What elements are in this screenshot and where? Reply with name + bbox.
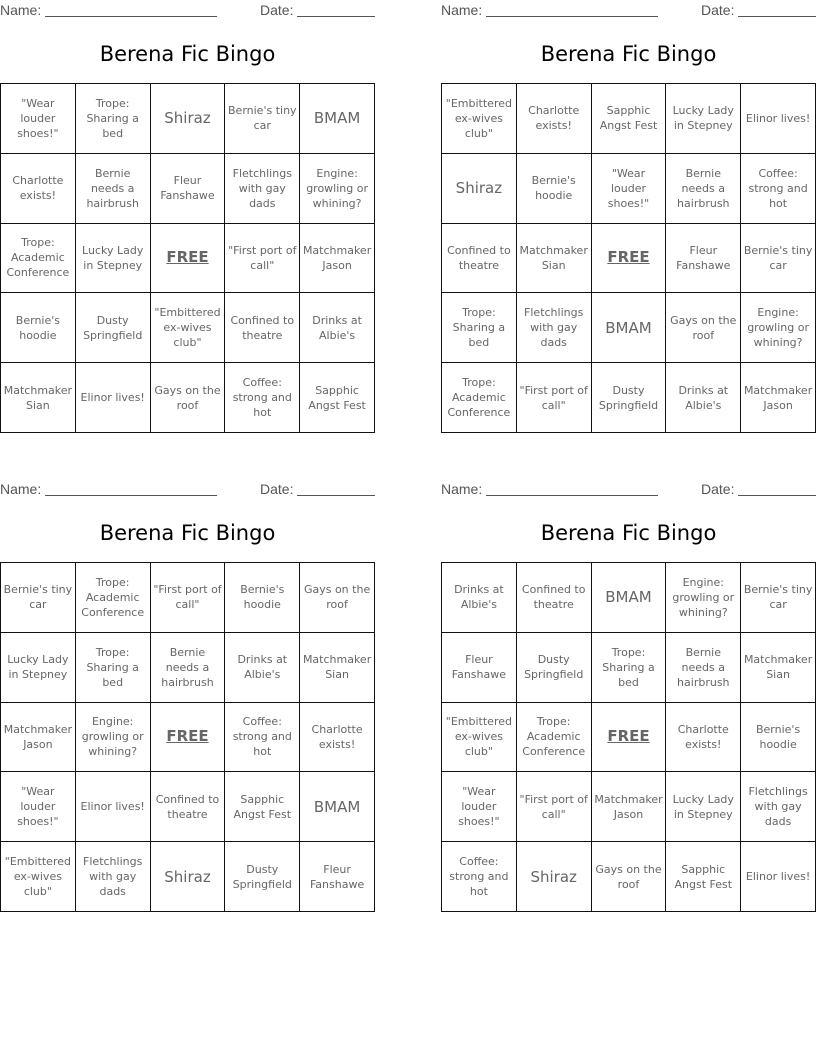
bingo-cell[interactable]: Bernie needs a hairbrush xyxy=(151,633,226,703)
bingo-cell[interactable]: Elinor lives! xyxy=(741,84,816,154)
bingo-cell[interactable]: Sapphic Angst Fest xyxy=(225,772,300,842)
bingo-cell[interactable]: "Wear louder shoes!" xyxy=(1,84,76,154)
date-field[interactable] xyxy=(297,479,375,496)
bingo-cell[interactable]: Elinor lives! xyxy=(76,772,151,842)
bingo-cell[interactable]: Bernie needs a hairbrush xyxy=(666,154,741,224)
bingo-cell[interactable]: Dusty Springfield xyxy=(76,293,151,363)
card-header xyxy=(0,0,375,20)
date-label: Date: xyxy=(260,2,294,18)
bingo-cell[interactable]: BMAM xyxy=(592,563,667,633)
bingo-cell[interactable]: Drinks at Albie's xyxy=(225,633,300,703)
name-field[interactable] xyxy=(45,0,217,17)
bingo-cell[interactable]: Shiraz xyxy=(151,842,226,912)
bingo-cell[interactable]: Dusty Springfield xyxy=(225,842,300,912)
bingo-grid xyxy=(0,83,375,433)
card-title: Berena Fic Bingo xyxy=(540,521,717,545)
date-label: Date: xyxy=(260,481,294,497)
date-label: Date: xyxy=(701,481,735,497)
bingo-cell[interactable]: "First port of call" xyxy=(517,363,592,433)
bingo-cell[interactable]: Charlotte exists! xyxy=(300,703,375,773)
bingo-cell[interactable]: Fletchlings with gay dads xyxy=(76,842,151,912)
bingo-cell[interactable]: Engine: growling or whining? xyxy=(76,703,151,773)
bingo-cell[interactable]: Charlotte exists! xyxy=(666,703,741,773)
bingo-cell[interactable]: Bernie needs a hairbrush xyxy=(76,154,151,224)
bingo-card xyxy=(441,479,816,899)
bingo-cell[interactable]: Lucky Lady in Stepney xyxy=(666,772,741,842)
bingo-cell[interactable]: "Embittered ex-wives club" xyxy=(442,703,517,773)
bingo-cell[interactable]: Gays on the roof xyxy=(592,842,667,912)
bingo-cell[interactable]: Coffee: strong and hot xyxy=(225,703,300,773)
bingo-card xyxy=(0,479,375,899)
bingo-cell[interactable]: Lucky Lady in Stepney xyxy=(76,224,151,294)
name-label: Name: xyxy=(0,2,42,18)
bingo-cell[interactable]: Bernie's hoodie xyxy=(741,703,816,773)
bingo-cell[interactable]: Fletchlings with gay dads xyxy=(741,772,816,842)
bingo-cell[interactable]: Fleur Fanshawe xyxy=(300,842,375,912)
bingo-cell[interactable]: "Wear louder shoes!" xyxy=(592,154,667,224)
bingo-card xyxy=(0,0,375,420)
bingo-cell[interactable]: "Embittered ex-wives club" xyxy=(151,293,226,363)
bingo-cell[interactable]: Charlotte exists! xyxy=(1,154,76,224)
bingo-cell[interactable]: Gays on the roof xyxy=(151,363,226,433)
bingo-cell[interactable]: Matchmaker Sian xyxy=(741,633,816,703)
bingo-cell[interactable]: Trope: Sharing a bed xyxy=(592,633,667,703)
bingo-cell[interactable]: Drinks at Albie's xyxy=(442,563,517,633)
bingo-cell[interactable]: Engine: growling or whining? xyxy=(666,563,741,633)
bingo-cell[interactable]: Trope: Sharing a bed xyxy=(442,293,517,363)
bingo-cell[interactable]: Shiraz xyxy=(442,154,517,224)
bingo-cell[interactable]: Elinor lives! xyxy=(76,363,151,433)
free-space[interactable]: FREE xyxy=(592,703,667,773)
bingo-cell[interactable]: Charlotte exists! xyxy=(517,84,592,154)
bingo-cell[interactable]: Engine: growling or whining? xyxy=(300,154,375,224)
bingo-cell[interactable]: Matchmaker Jason xyxy=(1,703,76,773)
free-space[interactable]: FREE xyxy=(151,224,226,294)
bingo-cell[interactable]: Bernie's tiny car xyxy=(741,224,816,294)
bingo-cell[interactable]: Shiraz xyxy=(517,842,592,912)
bingo-cell[interactable]: "Wear louder shoes!" xyxy=(442,772,517,842)
bingo-cell[interactable]: Trope: Academic Conference xyxy=(76,563,151,633)
bingo-cell[interactable]: Fleur Fanshawe xyxy=(151,154,226,224)
bingo-cell[interactable]: Shiraz xyxy=(151,84,226,154)
name-field[interactable] xyxy=(45,479,217,496)
bingo-cell[interactable]: "Embittered ex-wives club" xyxy=(442,84,517,154)
bingo-cell[interactable]: Coffee: strong and hot xyxy=(741,154,816,224)
bingo-cell[interactable]: Sapphic Angst Fest xyxy=(666,842,741,912)
bingo-cell[interactable]: Matchmaker Jason xyxy=(741,363,816,433)
bingo-cell[interactable]: Trope: Academic Conference xyxy=(517,703,592,773)
card-title: Berena Fic Bingo xyxy=(99,42,276,66)
bingo-cell[interactable]: Matchmaker Jason xyxy=(300,224,375,294)
bingo-cell[interactable]: Bernie's hoodie xyxy=(1,293,76,363)
bingo-cell[interactable]: "Embittered ex-wives club" xyxy=(1,842,76,912)
bingo-cell[interactable]: Trope: Academic Conference xyxy=(1,224,76,294)
card-header xyxy=(0,479,375,499)
bingo-cell[interactable]: Matchmaker Sian xyxy=(1,363,76,433)
bingo-cell[interactable]: BMAM xyxy=(300,84,375,154)
card-header xyxy=(441,0,816,20)
bingo-cell[interactable]: Confined to theatre xyxy=(517,563,592,633)
free-space[interactable]: FREE xyxy=(151,703,226,773)
bingo-cell[interactable]: Matchmaker Sian xyxy=(300,633,375,703)
bingo-grid xyxy=(0,562,375,912)
bingo-cell[interactable]: Fleur Fanshawe xyxy=(666,224,741,294)
bingo-cell[interactable]: "Wear louder shoes!" xyxy=(1,772,76,842)
bingo-cell[interactable]: Dusty Springfield xyxy=(517,633,592,703)
date-field[interactable] xyxy=(297,0,375,17)
bingo-cell[interactable]: Trope: Academic Conference xyxy=(442,363,517,433)
bingo-cell[interactable]: Confined to theatre xyxy=(225,293,300,363)
bingo-cell[interactable]: Bernie's hoodie xyxy=(517,154,592,224)
bingo-grid xyxy=(441,83,816,433)
name-label: Name: xyxy=(441,481,483,497)
bingo-cell[interactable]: Confined to theatre xyxy=(151,772,226,842)
bingo-cell[interactable]: Drinks at Albie's xyxy=(300,293,375,363)
bingo-cell[interactable]: Fletchlings with gay dads xyxy=(225,154,300,224)
bingo-cell[interactable]: Trope: Sharing a bed xyxy=(76,633,151,703)
card-title: Berena Fic Bingo xyxy=(540,42,717,66)
bingo-cell[interactable]: Coffee: strong and hot xyxy=(225,363,300,433)
date-label: Date: xyxy=(701,2,735,18)
bingo-cell[interactable]: Bernie's tiny car xyxy=(1,563,76,633)
bingo-cell[interactable]: BMAM xyxy=(300,772,375,842)
date-field[interactable] xyxy=(738,479,816,496)
bingo-cell[interactable]: Bernie's tiny car xyxy=(741,563,816,633)
bingo-cell[interactable]: Trope: Sharing a bed xyxy=(76,84,151,154)
bingo-cell[interactable]: Bernie needs a hairbrush xyxy=(666,633,741,703)
bingo-cell[interactable]: "First port of call" xyxy=(225,224,300,294)
bingo-cell[interactable]: Coffee: strong and hot xyxy=(442,842,517,912)
bingo-cell[interactable]: "First port of call" xyxy=(151,563,226,633)
bingo-cell[interactable]: Sapphic Angst Fest xyxy=(592,84,667,154)
bingo-card xyxy=(441,0,816,420)
date-field[interactable] xyxy=(738,0,816,17)
name-label: Name: xyxy=(0,481,42,497)
bingo-cell[interactable]: Matchmaker Jason xyxy=(592,772,667,842)
name-field[interactable] xyxy=(486,479,658,496)
bingo-cell[interactable]: Gays on the roof xyxy=(666,293,741,363)
bingo-cell[interactable]: Bernie's hoodie xyxy=(225,563,300,633)
bingo-cell[interactable]: "First port of call" xyxy=(517,772,592,842)
bingo-cell[interactable]: Drinks at Albie's xyxy=(666,363,741,433)
bingo-cell[interactable]: Fleur Fanshawe xyxy=(442,633,517,703)
name-label: Name: xyxy=(441,2,483,18)
bingo-cell[interactable]: Lucky Lady in Stepney xyxy=(666,84,741,154)
bingo-cell[interactable]: BMAM xyxy=(592,293,667,363)
bingo-cell[interactable]: Engine: growling or whining? xyxy=(741,293,816,363)
card-title: Berena Fic Bingo xyxy=(99,521,276,545)
bingo-cell[interactable]: Dusty Springfield xyxy=(592,363,667,433)
name-field[interactable] xyxy=(486,0,658,17)
bingo-cell[interactable]: Confined to theatre xyxy=(442,224,517,294)
bingo-cell[interactable]: Matchmaker Sian xyxy=(517,224,592,294)
card-header xyxy=(441,479,816,499)
bingo-cell[interactable]: Sapphic Angst Fest xyxy=(300,363,375,433)
bingo-cell[interactable]: Elinor lives! xyxy=(741,842,816,912)
bingo-cell[interactable]: Gays on the roof xyxy=(300,563,375,633)
bingo-cell[interactable]: Fletchlings with gay dads xyxy=(517,293,592,363)
bingo-cell[interactable]: Bernie's tiny car xyxy=(225,84,300,154)
bingo-grid xyxy=(441,562,816,912)
bingo-cell[interactable]: Lucky Lady in Stepney xyxy=(1,633,76,703)
free-space[interactable]: FREE xyxy=(592,224,667,294)
